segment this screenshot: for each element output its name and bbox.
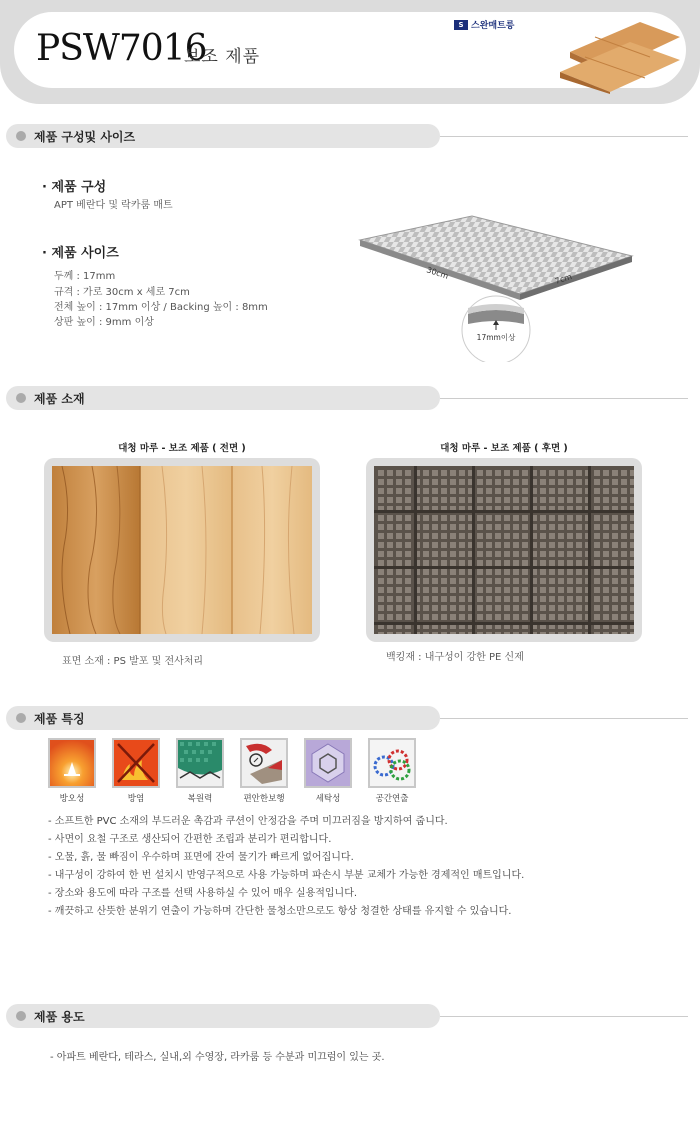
feature-line: - 깨끗하고 산뜻한 분위기 연출이 가능하며 간단한 물청소만으로도 항상 청결한 상태를 유지할 수 있습니다. (48, 906, 512, 917)
front-caption: 대청 마루 - 보조 제품 ( 전면 ) (118, 443, 246, 454)
section-usage-header (6, 1004, 440, 1028)
section-title: 제품 구성및 사이즈 (34, 130, 136, 144)
back-caption: 대청 마루 - 보조 제품 ( 후면 ) (440, 443, 568, 454)
front-photo-frame (44, 458, 320, 642)
feature-line: - 소프트한 PVC 소재의 부드러운 촉감과 쿠션이 안정감을 주며 미끄러짐을 방지하여 줍니다. (48, 816, 448, 827)
section-title: 제품 특징 (34, 712, 85, 726)
size-line: 상판 높이 : 9mm 이상 (54, 317, 154, 328)
height-label: 17mm이상 (476, 333, 516, 342)
wood-tiles-image (550, 12, 680, 94)
divider (440, 1016, 688, 1017)
back-description: 백킹재 : 내구성이 강한 PE 신제 (386, 652, 524, 663)
section-material-header (6, 386, 440, 410)
feature-line: - 오물, 흙, 물 빠짐이 우수하며 표면에 잔여 물기가 빠르게 없어집니다. (48, 852, 354, 863)
composition-heading: · 제품 구성 (42, 176, 106, 195)
walking-icon (240, 738, 288, 788)
feature-label: 편안한보행 (243, 794, 285, 804)
divider (440, 398, 688, 399)
feature-label: 세탁성 (315, 794, 341, 804)
feature-label: 복원력 (187, 794, 213, 804)
bullet-dot-icon (16, 393, 26, 403)
no-fire-icon (112, 738, 160, 788)
feature-label: 방염 (127, 794, 145, 804)
section-features-header (6, 706, 440, 730)
width-label: 30cm (425, 265, 450, 281)
header-band (0, 0, 700, 104)
size-heading: · 제품 사이즈 (42, 242, 119, 261)
usage-text: - 아파트 베란다, 테라스, 실내,외 수영장, 라카룸 등 수분과 미끄럼이 있는 곳. (50, 1052, 385, 1063)
model-subtitle: 보조 제품 (184, 47, 261, 67)
composition-text: APT 베란다 및 락카룸 매트 (54, 200, 173, 211)
section-title: 제품 소재 (34, 392, 85, 406)
back-photo-frame (366, 458, 642, 642)
brand-name: 스완매트릉 (471, 21, 515, 31)
brand-mark-icon: S (454, 20, 468, 30)
feature-label: 방오성 (59, 794, 85, 804)
section-title: 제품 용도 (34, 1010, 85, 1024)
elastic-icon (176, 738, 224, 788)
brand-logo (454, 18, 514, 31)
bullet-dot-icon (16, 131, 26, 141)
feature-label: 공간연출 (375, 794, 409, 804)
backing-grid-image (374, 466, 634, 634)
depth-label: 7cm (553, 272, 574, 286)
feature-line: - 장소와 용도에 따라 구조를 선택 사용하실 수 있어 매우 실용적입니다. (48, 888, 358, 899)
section-composition-header (6, 124, 440, 148)
divider (440, 136, 688, 137)
bullet-dot-icon (16, 1011, 26, 1021)
mat-size-diagram (356, 212, 636, 362)
divider (440, 718, 688, 719)
feature-line: - 내구성이 강하여 한 번 설치시 반영구적으로 사용 가능하며 파손시 부분 교체가 가능한 경제적인 매트입니다. (48, 870, 525, 881)
space-design-icon (368, 738, 416, 788)
feature-line: - 사면이 요철 구조로 생산되어 간편한 조립과 분리가 편리합니다. (48, 834, 332, 845)
header-panel (14, 12, 686, 88)
front-description: 표면 소재 : PS 발포 및 전사처리 (62, 656, 204, 667)
bullet-dot-icon (16, 713, 26, 723)
size-line: 전체 높이 : 17mm 이상 / Backing 높이 : 8mm (54, 302, 268, 313)
model-number: PSW7016 (36, 28, 207, 69)
size-line: 두께 : 17mm (54, 271, 116, 282)
flame-icon (48, 738, 96, 788)
washable-icon (304, 738, 352, 788)
size-line: 규격 : 가로 30cm x 세로 7cm (54, 287, 190, 298)
wood-surface-image (52, 466, 312, 634)
